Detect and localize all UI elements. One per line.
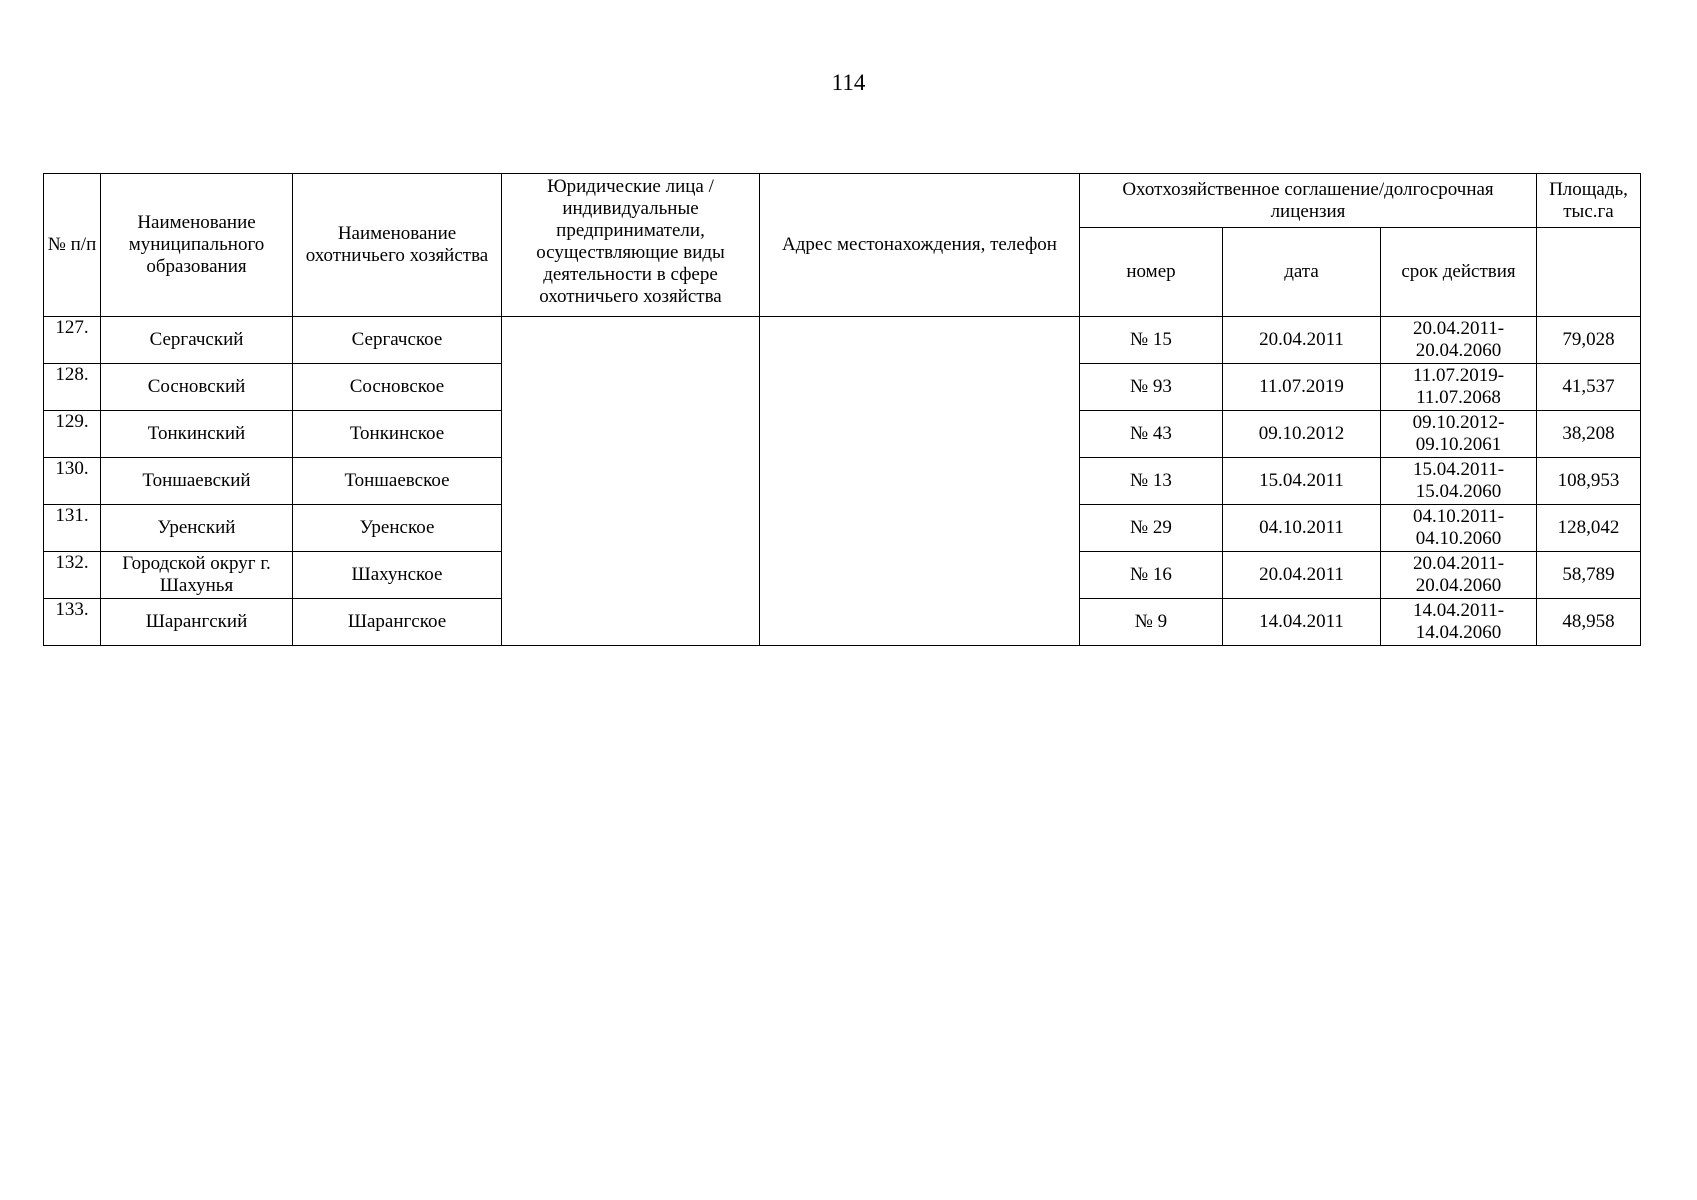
row-agreement-date: 20.04.2011 [1223,317,1381,364]
row-agreement-term [1381,364,1537,411]
row-municipality: Городской округ г. Шахунья [101,552,293,599]
page-number: 114 [831,70,866,95]
row-hunting-farm: Тоншаевское [293,458,502,505]
row-area: 128,042 [1537,505,1641,552]
header-address: Адрес местонахождения, телефон [760,174,1080,317]
row-area: 79,028 [1537,317,1641,364]
row-num: 130. [44,458,101,505]
row-area: 41,537 [1537,364,1641,411]
table-header [44,174,1641,317]
term-end: 11.07.2068 [1416,387,1501,408]
term-end: 09.10.2061 [1415,434,1502,455]
row-agreement-date: 09.10.2012 [1223,411,1381,458]
legal-entities-cell [502,317,760,646]
header-agreement-group: Охотхозяйственное соглашение/долгосрочная лицензия [1080,174,1537,228]
row-num: 131. [44,505,101,552]
row-hunting-farm: Уренское [293,505,502,552]
header-hunting-farm: Наименование охотничьего хозяйства [293,174,502,317]
row-agreement-number: № 13 [1080,458,1223,505]
row-municipality: Сергачский [101,317,293,364]
header-municipality: Наименование муниципального образования [101,174,293,317]
row-hunting-farm: Сосновское [293,364,502,411]
term-start: 20.04.2011- [1412,553,1505,574]
row-num: 128. [44,364,101,411]
row-municipality: Тонкинский [101,411,293,458]
row-agreement-term [1381,599,1537,646]
row-agreement-term [1381,458,1537,505]
row-municipality: Сосновский [101,364,293,411]
term-start: 20.04.2011- [1412,318,1505,339]
row-area: 58,789 [1537,552,1641,599]
row-agreement-number: № 29 [1080,505,1223,552]
row-hunting-farm: Тонкинское [293,411,502,458]
term-end: 20.04.2060 [1415,340,1502,361]
row-hunting-farm: Шарангское [293,599,502,646]
row-municipality: Шарангский [101,599,293,646]
term-end: 20.04.2060 [1415,575,1502,596]
row-municipality: Тоншаевский [101,458,293,505]
row-num: 129. [44,411,101,458]
term-end: 04.10.2060 [1415,528,1502,549]
row-area: 38,208 [1537,411,1641,458]
term-end: 15.04.2060 [1415,481,1502,502]
row-agreement-date: 11.07.2019 [1223,364,1381,411]
header-num: № п/п [44,174,101,317]
table-body [44,317,1641,646]
header-area-blank [1537,228,1641,317]
header-legal-entities: Юридические лица / индивидуальные предприниматели, осуществляющие виды деятельности в сфере охотничьего хозяйства [502,174,760,317]
row-municipality: Уренский [101,505,293,552]
header-agreement-date: дата [1223,228,1381,317]
row-area: 108,953 [1537,458,1641,505]
header-agreement-term: срок действия [1381,228,1537,317]
row-agreement-term [1381,505,1537,552]
hunting-farms-table [43,173,1641,646]
row-agreement-date: 15.04.2011 [1223,458,1381,505]
term-end: 14.04.2060 [1415,622,1502,643]
row-agreement-date: 14.04.2011 [1223,599,1381,646]
row-agreement-number: № 16 [1080,552,1223,599]
row-agreement-term [1381,552,1537,599]
row-agreement-term [1381,411,1537,458]
row-agreement-date: 04.10.2011 [1223,505,1381,552]
row-num: 133. [44,599,101,646]
term-start: 15.04.2011- [1412,459,1505,480]
header-agreement-number: номер [1080,228,1223,317]
row-hunting-farm: Шахунское [293,552,502,599]
row-hunting-farm: Сергачское [293,317,502,364]
row-agreement-number: № 9 [1080,599,1223,646]
address-cell [760,317,1080,646]
row-num: 127. [44,317,101,364]
row-agreement-number: № 93 [1080,364,1223,411]
row-agreement-number: № 43 [1080,411,1223,458]
row-agreement-term [1381,317,1537,364]
table-row [44,317,1641,364]
row-agreement-number: № 15 [1080,317,1223,364]
term-start: 09.10.2012- [1412,412,1505,433]
term-start: 14.04.2011- [1412,600,1505,621]
header-area: Площадь, тыс.га [1537,174,1641,228]
row-agreement-date: 20.04.2011 [1223,552,1381,599]
row-num: 132. [44,552,101,599]
term-start: 04.10.2011- [1412,506,1505,527]
row-area: 48,958 [1537,599,1641,646]
term-start: 11.07.2019- [1412,365,1505,386]
